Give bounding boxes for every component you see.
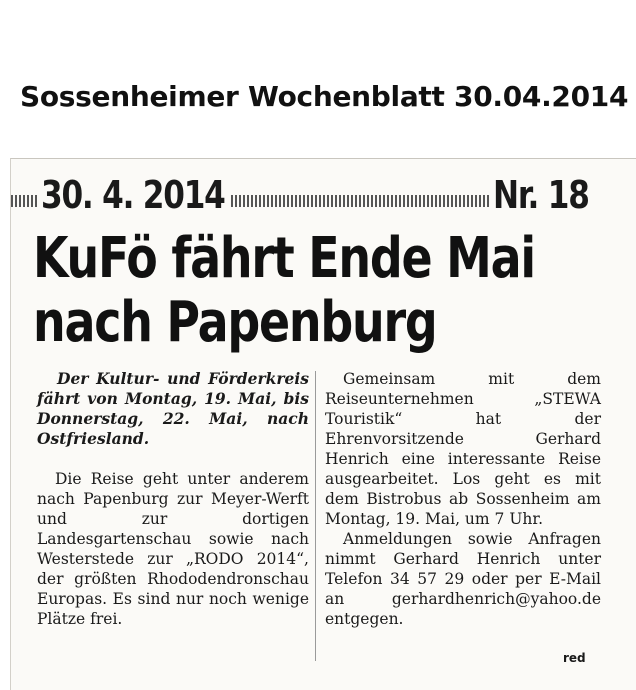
- article-paragraph-3: Anmeldungen sowie Anfragen nimmt Gerhard Henrich unter Telefon 34 57 29 oder per E-Mail an gerhardhenrich@yahoo.de entgegen.: [325, 530, 601, 628]
- article-paragraph-2: Gemeinsam mit dem Reiseunternehmen „STEWA Touristik“ hat der Ehrenvorsitzende Gerhard Henrich eine interessante Reise ausgearbeitet. Los geht es mit dem Bistrobus ab Sossenheim am Montag, 19. Mai, um 7 Uhr.: [325, 370, 601, 528]
- issue-number: Nr. 18: [493, 173, 589, 217]
- article-column-right: [325, 369, 601, 629]
- article-lead: Der Kultur- und Förderkreis fährt von Montag, 19. Mai, bis Donnerstag, 22. Mai, nach Ostfriesland.: [37, 369, 309, 448]
- headline-line-1: KuFö fährt Ende Mai: [33, 226, 535, 291]
- article-column-left: [37, 369, 309, 629]
- article-headline: [33, 226, 535, 355]
- newspaper-clipping: [10, 158, 636, 690]
- issue-date: 30. 4. 2014: [41, 173, 225, 217]
- column-divider: [315, 371, 316, 661]
- article-paragraph-1: Die Reise geht unter anderem nach Papenburg zur Meyer-Werft und zur dortigen Landesgartenschau sowie nach Westerstede zur „RODO 2014“, der größten Rhododendronschau Europas. Es sind nur noch wenige Plätze frei.: [37, 470, 309, 628]
- source-label: Sossenheimer Wochenblatt 30.04.2014: [20, 80, 629, 113]
- dateline: [11, 173, 636, 225]
- dateline-hatch-middle: [231, 195, 489, 207]
- headline-line-2: nach Papenburg: [33, 290, 437, 355]
- dateline-hatch-left: [11, 195, 37, 207]
- article-byline: red: [563, 651, 586, 665]
